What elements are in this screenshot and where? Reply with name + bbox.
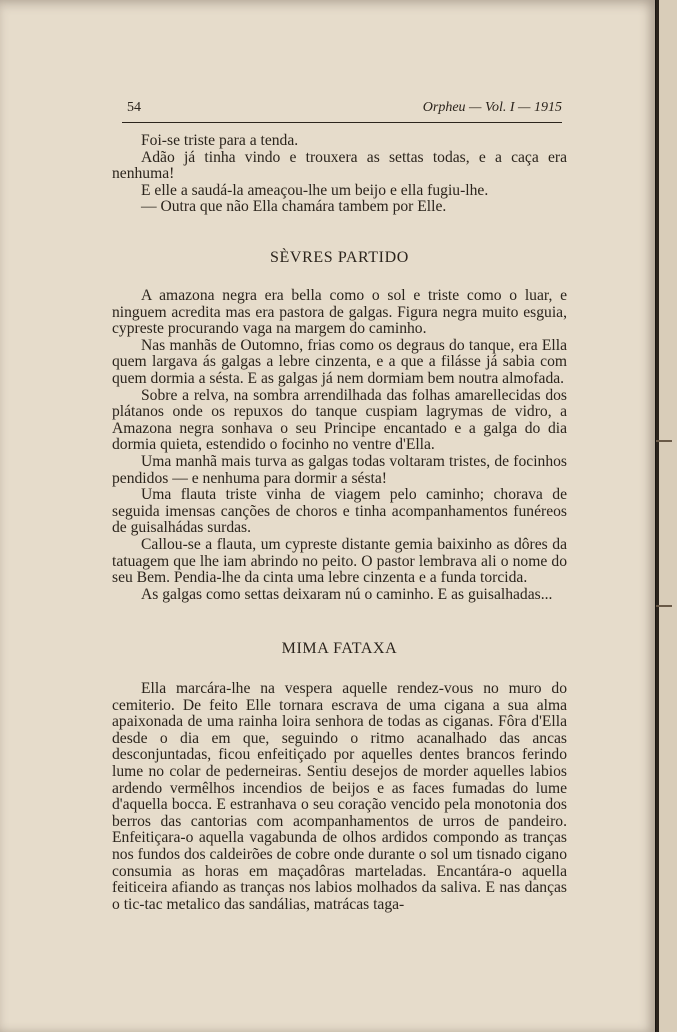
binding-mark: [656, 605, 672, 607]
binding-mark: [656, 440, 672, 442]
page-gutter: [656, 0, 659, 1032]
paragraph: Callou-se a flauta, um cypreste distante gemia baixinho as dôres da tatuagem que lhe iam abrindo no peito. O pastor lembrava ali o nome do seu Bem. Pendia-lhe da cinta uma lebre cinzenta e a funda torcida.: [112, 535, 567, 587]
running-title: Orpheu — Vol. I — 1915: [422, 100, 562, 115]
running-header: [122, 98, 562, 123]
paragraph: Uma manhã mais turva as galgas todas voltaram tristes, de focinhos pendidos — e nenhuma para dormir a sésta!: [112, 452, 567, 487]
section-heading-sevres-partido: SÈVRES PARTIDO: [270, 249, 409, 266]
section-sevres-partido-body: [112, 288, 567, 603]
paragraph: Sobre a relva, na sombra arrendilhada das folhas amarellecidas dos plátanos onde os repuxos do tanque cuspiam lagrymas de vidro, a Amazona negra sonhava o seu Principe encantado e a galga do dia dormia quieta, estendido o focinho no ventre d'Ella.: [112, 386, 567, 454]
paragraph: — Outra que não Ella chamára tambem por Elle.: [141, 198, 447, 216]
paragraph: Nas manhãs de Outomno, frias como os degraus do tanque, era Ella quem largava ás galgas a lebre cinzenta, e a que a filásse já sabia com quem dormia a sésta. E as galgas já nem dormiam bem noutra almofada.: [112, 336, 567, 387]
paragraph: Ella marcára-lhe na vespera aquelle rendez-vous no muro do cemiterio. De feito Elle tornara escrava de uma cigana a sua alma apaixonada de uma rainha loira senhora de todas as ciganas. Fôra d'Ella desde o dia em que, seguindo o ritmo acanalhado das ancas desconjuntadas, ficou enfeitiçado por aquelles dentes brancos ferindo lume no colar de pederneiras. Sentiu desejos de morder aquelles labios ardendo vermêlhos incendios de beijos e as faces fumadas do lume d'aquella bocca. E estranhava o seu coração vencido pela monotonia dos berros das cantorias com acompanhamentos de urros de pandeiro. Enfeitiçara-o aquella vagabunda de olhos ardidos compondo as tranças nos fundos dos caldeirões de cobre onde durante o sol um tisnado cigano consumia as horas em maçadôras marteladas. Encantára-o aquella feiticeira afiando as tranças nos labios molhados da saliva. E nas danças o tic-tac metalico das sandálias, matrácas taga-: [112, 680, 567, 913]
adjacent-page-edge: [656, 0, 677, 1032]
section-heading-mima-fataxa: MIMA FATAXA: [281, 640, 398, 657]
paragraph: A amazona negra era bella como o sol e triste como o luar, e ninguem acredita mas era pastora de galgas. Figura negra muito esguia, cypreste procurando vaga na margem do caminho.: [112, 287, 567, 338]
paragraph: Adão já tinha vindo e trouxera as settas todas, e a caça era nenhuma!: [112, 148, 567, 183]
section-mima-fataxa-body: [112, 681, 567, 913]
paragraph: As galgas como settas deixaram nú o caminho. E as guisalhadas...: [141, 585, 553, 603]
intro-text: [112, 133, 567, 216]
page-number: 54: [127, 100, 141, 115]
paragraph: Foi-se triste para a tenda.: [141, 132, 299, 149]
paragraph: E elle a saudá-la ameaçou-lhe um beijo e ella fugiu-lhe.: [141, 181, 489, 199]
paragraph: Uma flauta triste vinha de viagem pelo caminho; chorava de seguida imensas canções de choros e tinha acompanhamentos funéreos de guisalhádas surdas.: [112, 486, 567, 537]
